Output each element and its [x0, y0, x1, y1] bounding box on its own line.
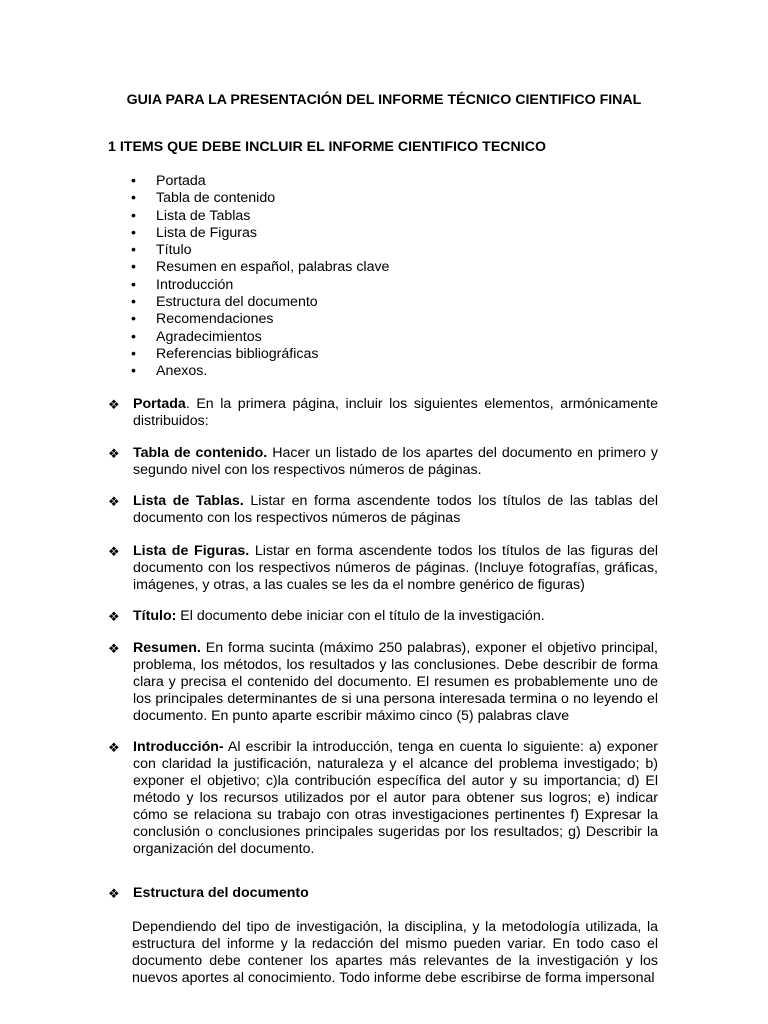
bullet-icon: •	[131, 190, 136, 207]
items-list	[130, 173, 389, 381]
section-resumen	[108, 640, 658, 725]
closing-paragraph: Dependiendo del tipo de investigación, la disciplina, y la metodología utilizada, la estructura del informe y la redacción del mismo pueden variar. En todo caso el documento debe contener los apartes más relevantes de la investigación y los nuevos aportes al conocimiento. Todo informe debe escribirse de forma impersonal	[132, 919, 658, 986]
section-term: Lista de Tablas.	[133, 493, 244, 509]
section-term: Lista de Figuras.	[133, 543, 250, 559]
diamond-bullet-icon: ❖	[108, 641, 120, 656]
section-term: Portada	[133, 396, 186, 412]
document-title: GUIA PARA LA PRESENTACIÓN DEL INFORME TÉCNICO CIENTIFICO FINAL	[126, 92, 642, 108]
list-item-label: Título	[156, 242, 192, 259]
bullet-icon: •	[131, 328, 136, 345]
list-item	[130, 259, 389, 276]
bullet-icon: •	[131, 276, 136, 293]
bullet-icon: •	[131, 207, 136, 224]
list-item	[130, 242, 389, 259]
list-item-label: Estructura del documento	[156, 294, 318, 311]
section-text: El documento debe iniciar con el título de la investigación.	[176, 608, 545, 624]
section-text: En forma sucinta (máximo 250 palabras), exponer el objetivo principal, problema, los métodos, los resultados y las conclusiones. Debe describir de forma clara y precisa el contenido del documento. El resumen es probablemente uno de los principales determinantes de si una persona interesada termina o no leyendo el documento. En punto aparte escribir máximo cinco (5) palabras clave	[133, 640, 658, 724]
bullet-icon: •	[131, 311, 136, 328]
list-item-label: Recomendaciones	[156, 311, 274, 328]
diamond-bullet-icon: ❖	[108, 397, 120, 412]
bullet-icon: •	[131, 242, 136, 259]
section-tabla-contenido	[108, 445, 658, 479]
list-item	[130, 208, 389, 225]
diamond-bullet-icon: ❖	[108, 494, 120, 509]
list-item	[130, 277, 389, 294]
section-text: Listar en forma ascendente todos los títulos de las tablas del documento con los respectivos números de páginas	[133, 493, 658, 526]
diamond-bullet-icon: ❖	[108, 446, 120, 461]
bullet-icon: •	[131, 224, 136, 241]
list-item	[130, 346, 389, 363]
section-term: Título:	[133, 608, 177, 624]
list-item	[130, 225, 389, 242]
list-item	[130, 311, 389, 328]
list-item-label: Lista de Figuras	[156, 224, 257, 241]
section-term: Resumen.	[133, 640, 201, 656]
section-term: Estructura del documento	[133, 885, 309, 901]
section-lista-tablas	[108, 493, 658, 527]
diamond-bullet-icon: ❖	[108, 544, 120, 559]
section-estructura	[108, 885, 658, 902]
list-item	[130, 190, 389, 207]
diamond-bullet-icon: ❖	[108, 609, 120, 624]
list-item-label: Resumen en español, palabras clave	[156, 259, 390, 276]
section-term: Tabla de contenido.	[133, 445, 268, 461]
bullet-icon: •	[131, 363, 136, 380]
bullet-icon: •	[131, 259, 136, 276]
bullet-icon: •	[131, 173, 136, 189]
list-item-label: Portada	[156, 173, 206, 189]
diamond-bullet-icon: ❖	[108, 740, 120, 755]
list-item	[130, 294, 389, 311]
section-text: Al escribir la introducción, tenga en cuenta lo siguiente: a) exponer con claridad la justificación, naturaleza y el alcance del problema investigado; b) exponer el objetivo; c)la contribución específica del autor y su importancia; d) El método y los recursos utilizados por el autor para obtener sus logros; e) indicar cómo se relaciona su trabajo con otras investigaciones pertinentes f) Expresar la conclusión o conclusiones principales sugeridas por los resultados; g) Describir la organización del documento.	[133, 739, 658, 857]
list-item-label: Lista de Tablas	[156, 207, 251, 224]
diamond-bullet-icon: ❖	[108, 886, 120, 901]
list-item	[130, 173, 389, 190]
section-text: Listar en forma ascendente todos los títulos de las figuras del documento con los respectivos números de páginas. (Incluye fotografías, gráficas, imágenes, y otras, a las cuales se les da el nombre genérico de figuras)	[133, 543, 658, 593]
section-lista-figuras	[108, 543, 658, 594]
bullet-icon: •	[131, 345, 136, 362]
list-item	[130, 329, 389, 346]
list-item-label: Referencias bibliográficas	[156, 345, 319, 362]
section-titulo	[108, 608, 658, 625]
list-item-label: Agradecimientos	[156, 328, 262, 345]
section-term: Introducción-	[133, 739, 224, 755]
section-introduccion	[108, 739, 658, 858]
list-item-label: Tabla de contenido	[156, 190, 276, 207]
section-text: . En la primera página, incluir los siguientes elementos, armónicamente distribuidos:	[133, 396, 658, 429]
section-heading: 1 ITEMS QUE DEBE INCLUIR EL INFORME CIENTIFICO TECNICO	[108, 139, 546, 155]
list-item-label: Introducción	[156, 276, 234, 293]
bullet-icon: •	[131, 294, 136, 311]
section-portada	[108, 396, 658, 430]
list-item-label: Anexos.	[156, 363, 208, 380]
section-text: Hacer un listado de los apartes del documento en primero y segundo nivel con los respectivos números de páginas.	[133, 445, 658, 478]
list-item	[130, 363, 389, 380]
